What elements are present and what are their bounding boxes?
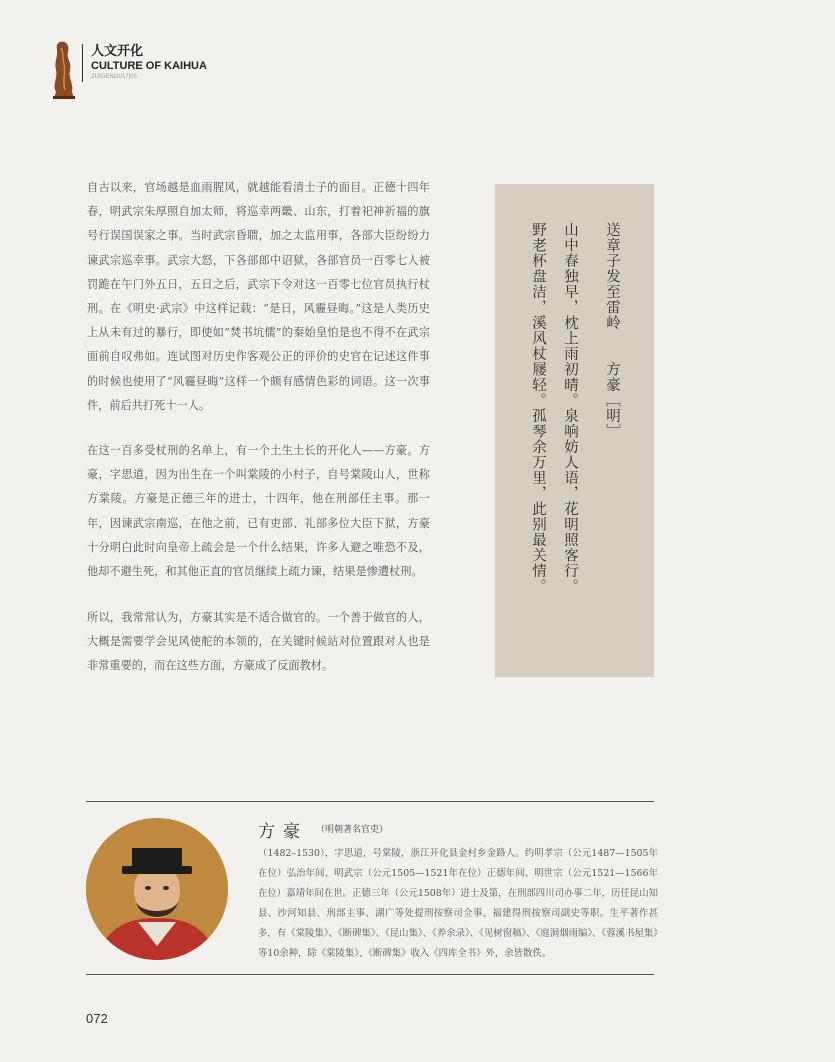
bio-subtitle: （明朝著名官吏） <box>316 825 389 835</box>
article-paragraph-2 <box>87 439 430 584</box>
portrait-image-icon <box>86 818 228 960</box>
brand-title-en: CULTURE OF KAIHUA <box>91 60 207 72</box>
poem <box>495 184 654 677</box>
poem-title-column: 送章子发至雷岭 方豪［明］ <box>604 222 620 439</box>
page-number: 072 <box>86 1011 108 1026</box>
bio-text: （1482–1530），字思道，号棠陵，浙江开化县金村乡金路人。约明孝宗（公元1487—1505年在位）弘治年间、明武宗（公元1505—1521年在位）正德年间、明世宗（公元1521—1566年在位）嘉靖年间在世。正德三年（公元1508年）进士及第，在刑部四川司办事二年，历任昆山知县、沙河知县、刑部主事、湖广等处提刑按察司佥事、福建得刑按察司副史等职。生平著作甚多，有《棠陵集》、《断碑集》、《昆山集》、《养余录》、《见树窗稿》、《庭洞烟雨编》、《蓉溪书屋集》等10余种，除《棠陵集》、《断碑集》收入《四库全书》外，余皆散佚。 <box>258 848 658 959</box>
divider-bottom <box>86 974 654 975</box>
root-carving-logo-icon <box>48 40 78 100</box>
poem-line-column: 野老杯盘洁，溪风杖屦轻。孤琴余万里，此别最关情。 <box>530 222 546 594</box>
bio-name: 方豪 <box>258 822 308 842</box>
fang-hao-portrait <box>86 818 228 960</box>
issue-code: ZUIGEN|2017|05 <box>91 74 137 80</box>
poem-line-column: 山中春独早，枕上雨初晴。泉响妨人语，花明照客行。 <box>562 222 578 594</box>
divider-top <box>86 801 654 802</box>
article-paragraph-3 <box>87 606 430 679</box>
paragraph-text: 在这一百多受杖刑的名单上，有一个土生土长的开化人——方豪。方豪，字思道，因为出生在一个叫棠陵的小村子，自号棠陵山人，世称方棠陵。方豪是正德三年的进士，十四年，他在刑部任主事。那一年，因谏武宗南巡，在他之前，已有吏部、礼部多位大臣下狱，方豪十分明白此时向皇帝上疏会是一个什么结果，许多人避之唯恐不及，他却不避生死，和其他正直的官员继续上疏力谏，结果是惨遭杖刑。 <box>87 444 430 579</box>
article-paragraph-1 <box>87 176 430 418</box>
paragraph-text: 所以，我常常认为，方豪其实是不适合做官的。一个善于做官的人，大概是需要学会见风使舵的本领的，在关键时候站对位置跟对人也是非常重要的，而在这些方面，方豪成了反面教材。 <box>87 611 430 673</box>
brand-title-cn: 人文开化 <box>91 44 144 59</box>
paragraph-text: 自古以来，官场越是血雨腥风，就越能看清士子的面目。正德十四年春，明武宗朱厚照自加太师，将巡幸两畿、山东，打着祀神祈福的旗号行误国误家之事。当时武宗昏聩，加之太监用事，各部大臣纷纷力谏武宗巡幸事。武宗大怒，下各部郎中诏狱，各部官员一百零七人被罚跪在午门外五日，五日之后，武宗下令对这一百零七位官员执行杖刑。在《明史·武宗》中这样记载：“是日，风霾昼晦。”这是人类历史上从未有过的暴行，即使如“焚书坑儒”的秦始皇怕是也不得不在武宗面前自叹弗如。连试图对历史作客观公正的评价的史官在记述这件事的时候也使用了“风霾昼晦”这样一个颇有感情色彩的词语。这一次事件，前后共打死十一人。 <box>87 181 430 412</box>
magazine-brand <box>82 44 207 82</box>
poem-box <box>495 184 654 677</box>
